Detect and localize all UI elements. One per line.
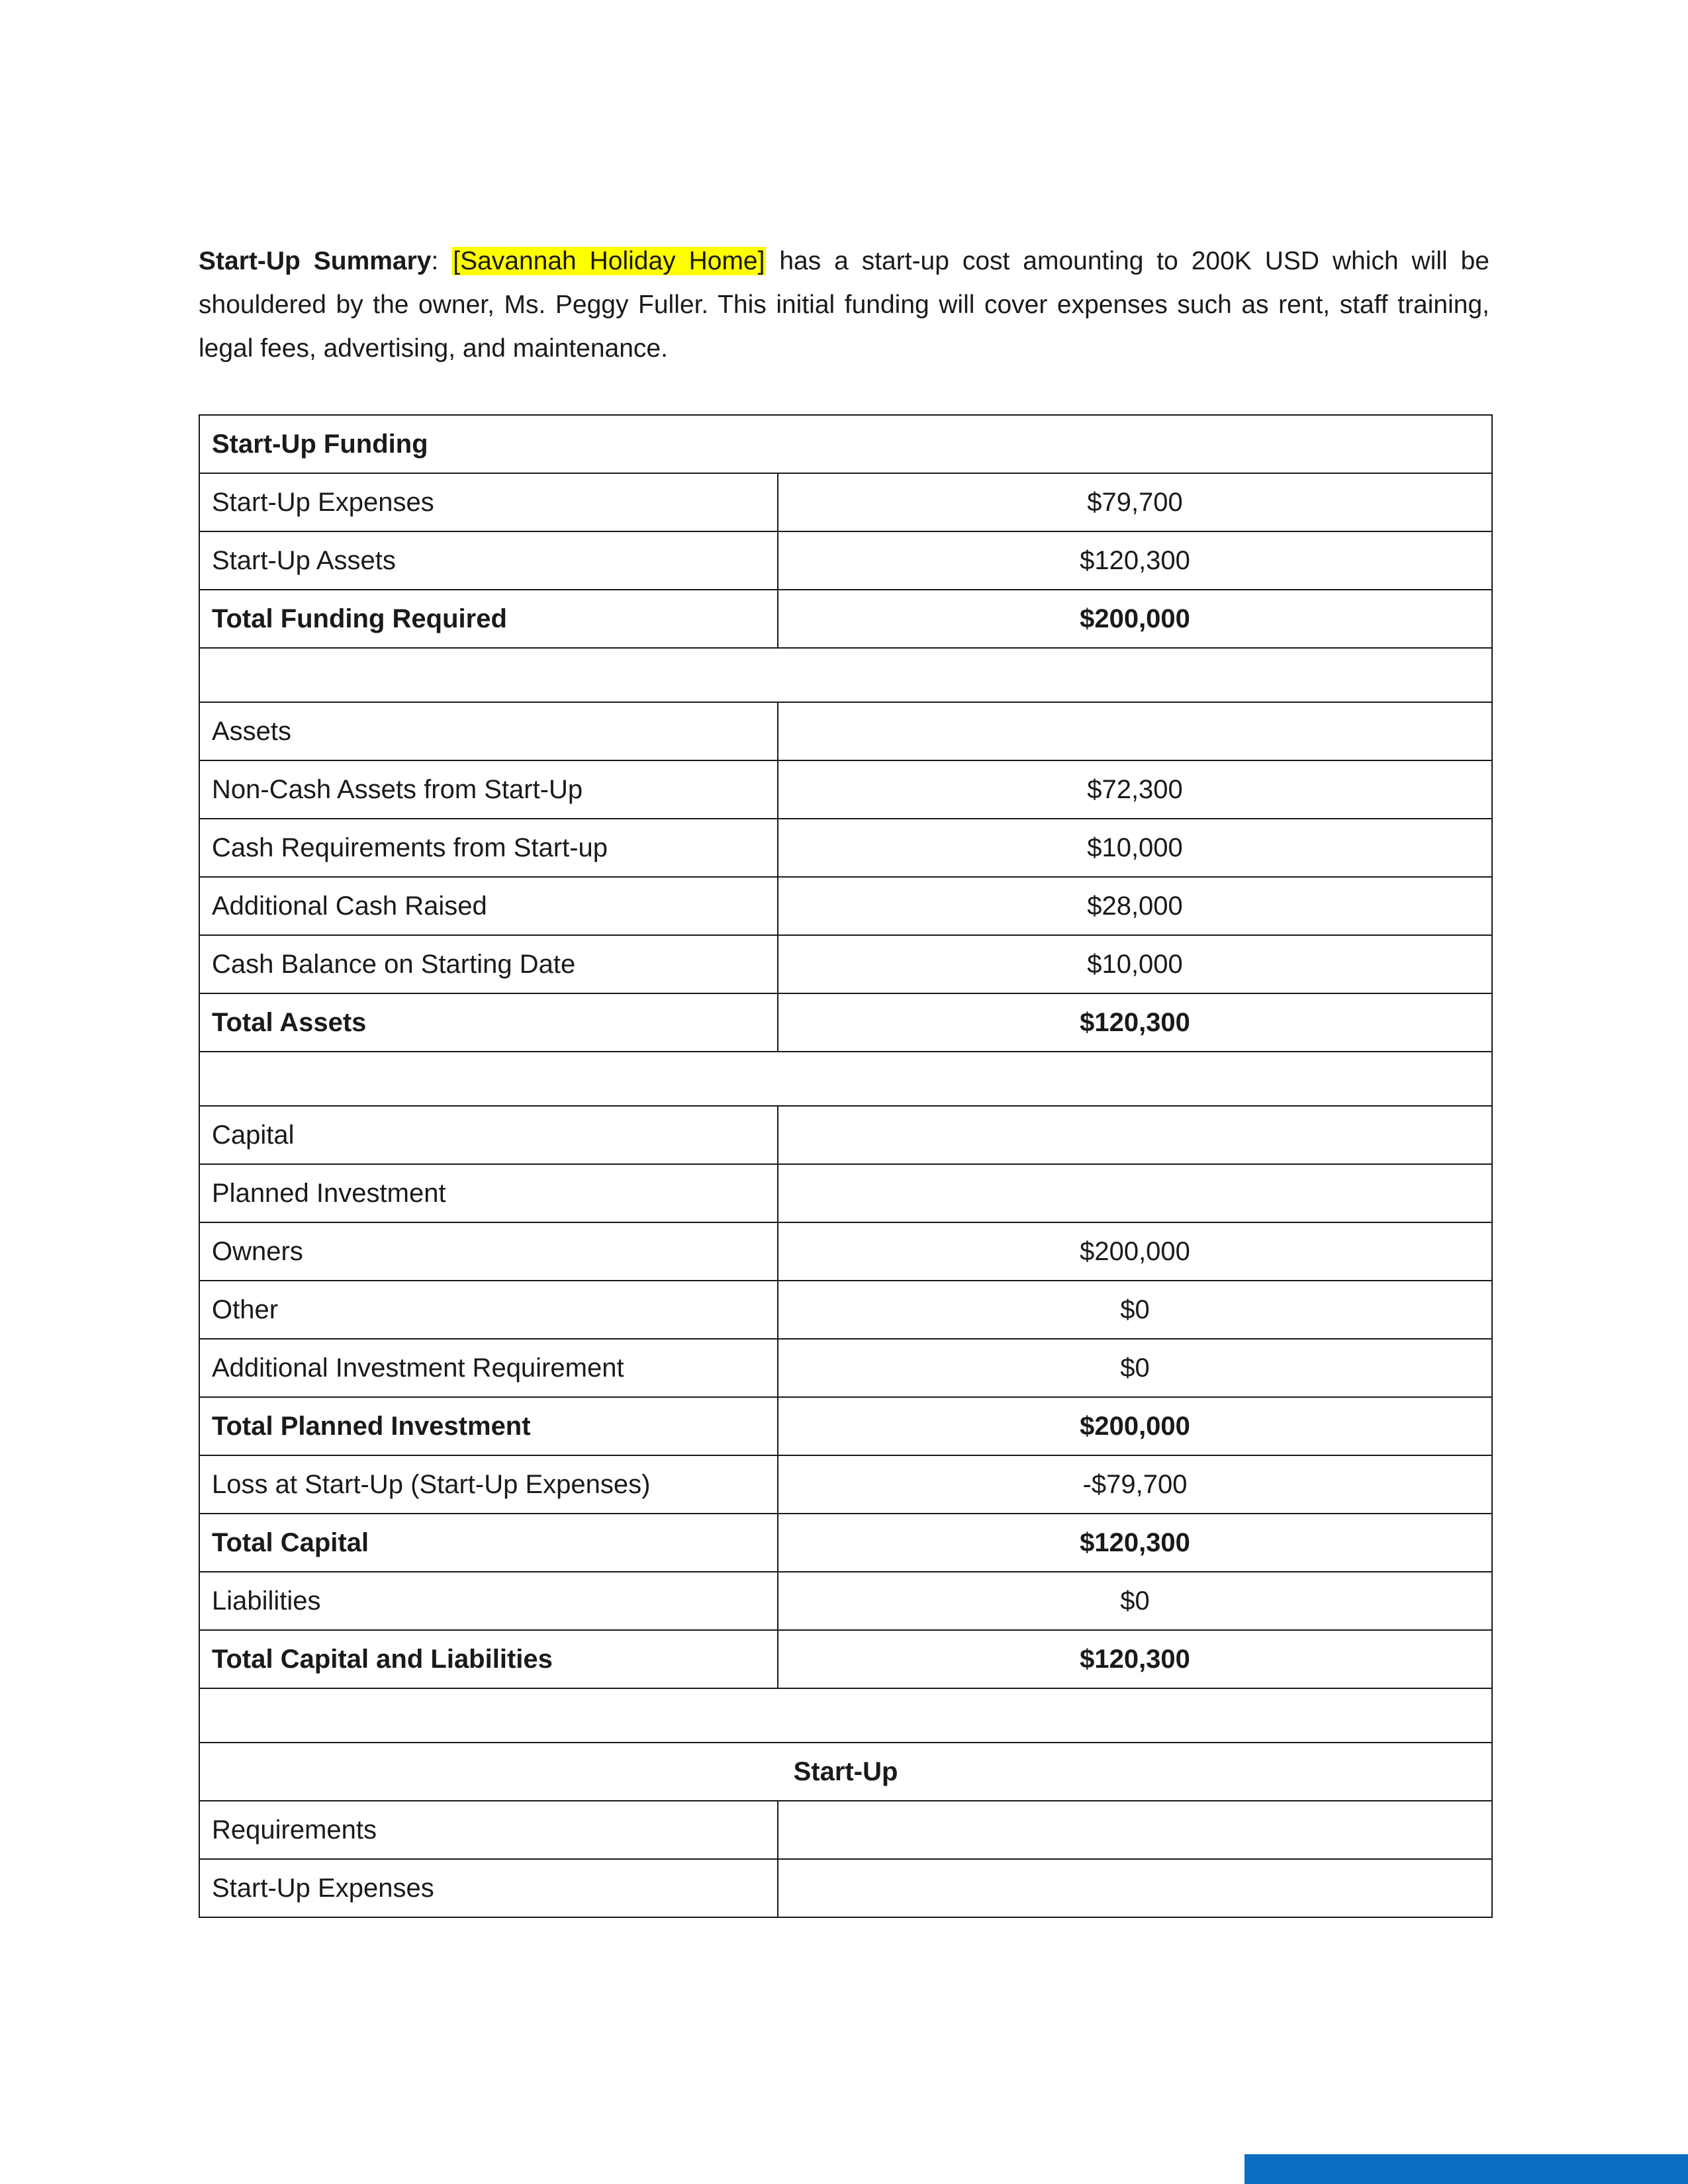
- row-label: Requirements: [199, 1801, 778, 1859]
- table-row: [199, 1801, 1492, 1859]
- table-row: [199, 1222, 1492, 1281]
- table-row-total: [199, 1630, 1492, 1688]
- table-row: [199, 1339, 1492, 1397]
- row-label: Additional Investment Requirement: [199, 1339, 778, 1397]
- start-up-funding-table: [199, 414, 1493, 1918]
- summary-colon: :: [431, 247, 439, 275]
- table-row: [199, 1572, 1492, 1630]
- row-label: Total Planned Investment: [199, 1397, 778, 1455]
- table-row: [199, 877, 1492, 935]
- row-label: Liabilities: [199, 1572, 778, 1630]
- row-value: [778, 1801, 1492, 1859]
- row-value: [778, 1106, 1492, 1164]
- row-value: $120,300: [778, 531, 1492, 590]
- row-label: Total Capital and Liabilities: [199, 1630, 778, 1688]
- funding-header-row: [199, 415, 1492, 473]
- row-label: Non-Cash Assets from Start-Up: [199, 760, 778, 819]
- start-up-summary-paragraph: [199, 240, 1489, 371]
- row-label: Start-Up Expenses: [199, 1859, 778, 1917]
- funding-header: Start-Up Funding: [199, 415, 1492, 473]
- row-label: Capital: [199, 1106, 778, 1164]
- row-label: Start-Up Assets: [199, 531, 778, 590]
- row-value: $28,000: [778, 877, 1492, 935]
- table-row: [199, 473, 1492, 531]
- table-row: [199, 1455, 1492, 1514]
- row-label: Total Assets: [199, 993, 778, 1052]
- table-row: [199, 1281, 1492, 1339]
- table-row: [199, 1164, 1492, 1222]
- row-value: $120,300: [778, 993, 1492, 1052]
- startup-header: Start-Up: [199, 1743, 1492, 1801]
- footer-accent-bar: [1244, 2154, 1688, 2184]
- row-value: $200,000: [778, 1222, 1492, 1281]
- row-label: Owners: [199, 1222, 778, 1281]
- row-label: Assets: [199, 702, 778, 760]
- table-row-total: [199, 993, 1492, 1052]
- row-label: Loss at Start-Up (Start-Up Expenses): [199, 1455, 778, 1514]
- row-label: Total Capital: [199, 1514, 778, 1572]
- row-label: Planned Investment: [199, 1164, 778, 1222]
- table-row: [199, 819, 1492, 877]
- summary-lead: Start-Up Summary: [199, 247, 432, 275]
- row-value: $72,300: [778, 760, 1492, 819]
- spacer-row: [199, 648, 1492, 702]
- table-row: [199, 531, 1492, 590]
- row-value: $79,700: [778, 473, 1492, 531]
- row-label: Cash Balance on Starting Date: [199, 935, 778, 993]
- table-row: [199, 702, 1492, 760]
- table-row: [199, 935, 1492, 993]
- spacer-row: [199, 1052, 1492, 1106]
- summary-text: has a start-up cost amounting to 200K USD which will be shouldered by the owner, Ms. Peggy Fuller. This initial funding will cover expenses such as rent, staff training, legal fees, advertising, and maintenance.: [199, 247, 1489, 363]
- table-row: [199, 1859, 1492, 1917]
- row-value: -$79,700: [778, 1455, 1492, 1514]
- row-value: $10,000: [778, 935, 1492, 993]
- row-value: $200,000: [778, 1397, 1492, 1455]
- row-label: Cash Requirements from Start-up: [199, 819, 778, 877]
- row-value: [778, 1164, 1492, 1222]
- row-label: Start-Up Expenses: [199, 473, 778, 531]
- row-value: $120,300: [778, 1630, 1492, 1688]
- table-row-total: [199, 1514, 1492, 1572]
- company-name-highlight: [Savannah Holiday Home]: [453, 247, 765, 275]
- row-value: [778, 702, 1492, 760]
- spacer-row: [199, 1688, 1492, 1743]
- row-value: $120,300: [778, 1514, 1492, 1572]
- row-label: Additional Cash Raised: [199, 877, 778, 935]
- table-row-total: [199, 590, 1492, 648]
- table-row: [199, 760, 1492, 819]
- startup-header-row: [199, 1743, 1492, 1801]
- table-row: [199, 1106, 1492, 1164]
- row-value: $0: [778, 1572, 1492, 1630]
- row-label: Other: [199, 1281, 778, 1339]
- row-label: Total Funding Required: [199, 590, 778, 648]
- row-value: [778, 1859, 1492, 1917]
- row-value: $0: [778, 1281, 1492, 1339]
- row-value: $10,000: [778, 819, 1492, 877]
- table-row-total: [199, 1397, 1492, 1455]
- row-value: $200,000: [778, 590, 1492, 648]
- row-value: $0: [778, 1339, 1492, 1397]
